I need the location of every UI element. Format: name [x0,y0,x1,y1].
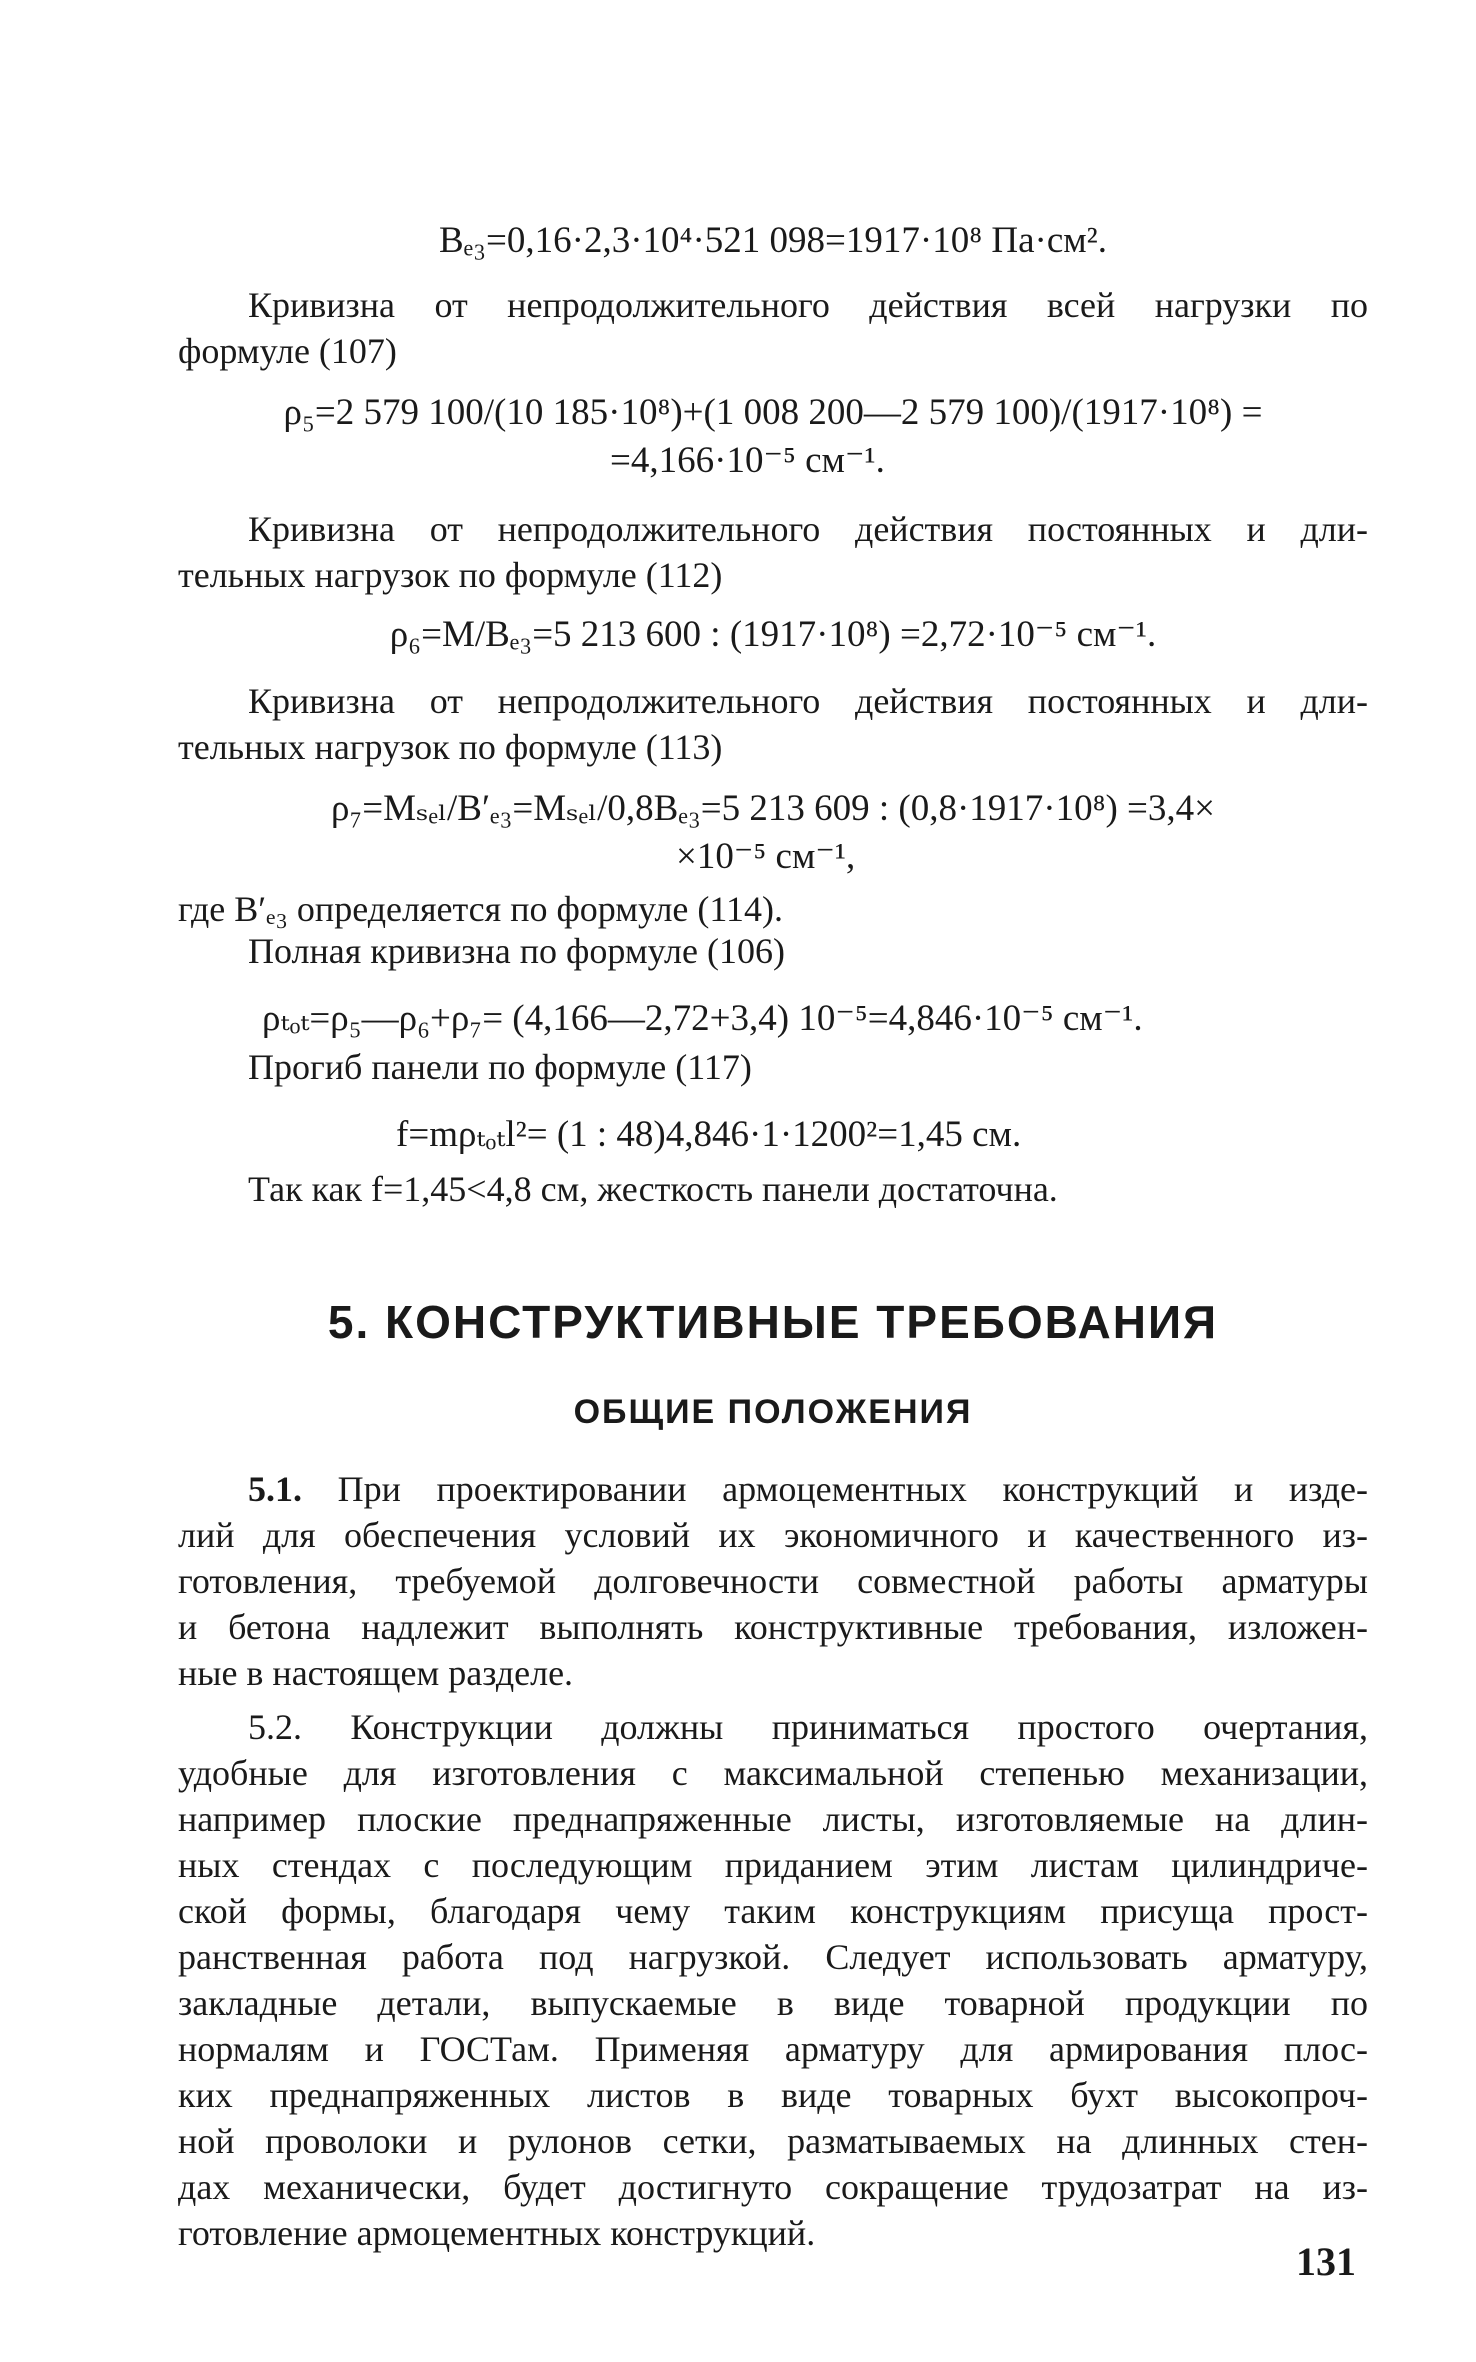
text-line: тельных нагрузок по формуле (113) [178,727,723,767]
text-line: нормалям и ГОСТам. Применяя арматуру для армирования плос- [178,2029,1368,2069]
text-line: закладные детали, выпускаемые в виде товарной продукции по [178,1983,1368,2023]
text-line: Кривизна от непродолжительного действия всей нагрузки по [248,285,1368,325]
text-line: Кривизна от непродолжительного действия постоянных и дли- [248,509,1368,549]
paragraph-5-2-first-line [178,1704,1368,1750]
formula-rho5-line1: ρ₅=2 579 100/(10 185·10⁸)+(1 008 200—2 579 100)/(1917·10⁸) = [283,392,1263,433]
text-line: и бетона надлежит выполнять конструктивные требования, изложен- [178,1607,1368,1647]
text-line: тельных нагрузок по формуле (112) [178,555,723,595]
formula-rho6: ρ₆=M/Bₑ₃=5 213 600 : (1917·10⁸) =2,72·10⁻⁵ см⁻¹. [389,614,1157,655]
paragraph-number: 5.1. [248,1469,302,1509]
text-span: При проектировании армоцементных конструкций и изде- [337,1469,1368,1509]
text-line: где B′ₑ₃ определяется по формуле (114). [178,889,784,929]
text-line: ные в настоящем разделе. [178,1653,574,1693]
text-line: ных стендах с последующим приданием этим листам цилиндриче- [178,1845,1368,1885]
text-line: Прогиб панели по формуле (117) [248,1047,752,1087]
text-line: удобные для изготовления с максимальной степенью механизации, [178,1753,1368,1793]
subsection-title: ОБЩИЕ ПОЛОЖЕНИЯ [573,1393,973,1431]
text-line: ной проволоки и рулонов сетки, разматываемых на длинных стен- [178,2121,1368,2161]
paragraph-5-1-first-line [178,1466,1368,1512]
text-span: Конструкции должны приниматься простого очертания, [350,1707,1369,1747]
formula-rho5-line2: =4,166·10⁻⁵ см⁻¹. [610,440,885,481]
text-line: формуле (107) [178,331,397,371]
paragraph-number: 5.2. [248,1707,302,1747]
text-line: Так как f=1,45<4,8 см, жесткость панели достаточна. [248,1169,1058,1209]
text-line: например плоские преднапряженные листы, изготовляемые на длин- [178,1799,1368,1839]
formula-bf3: Bₑ₃=0,16·2,3·10⁴·521 098=1917·10⁸ Па·см². [438,220,1108,261]
text-line: готовление армоцементных конструкций. [178,2213,816,2253]
formula-rho-tot: ρₜₒₜ=ρ₅—ρ₆+ρ₇= (4,166—2,72+3,4) 10⁻⁵=4,846·10⁻⁵ см⁻¹. [262,998,1143,1039]
text-line: ской формы, благодаря чему таким конструкциям присуща прост- [178,1891,1368,1931]
text-line: готовления, требуемой долговечности совместной работы арматуры [178,1561,1368,1601]
page-number: 131 [1296,2239,1356,2284]
formula-rho7-line1: ρ₇=Mₛₑₗ/B′ₑ₃=Mₛₑₗ/0,8Bₑ₃=5 213 609 : (0,8·1917·10⁸) =3,4× [330,788,1216,829]
text-line: Полная кривизна по формуле (106) [248,931,785,971]
text-line: дах механически, будет достигнуто сокращение трудозатрат на из- [178,2167,1368,2207]
text-line: ранственная работа под нагрузкой. Следует использовать арматуру, [178,1937,1368,1977]
formula-f: f=mρₜₒₜl²= (1 : 48)4,846·1·1200²=1,45 см. [396,1114,1022,1155]
section-title: 5. КОНСТРУКТИВНЫЕ ТРЕБОВАНИЯ [327,1296,1219,1348]
text-line: Кривизна от непродолжительного действия постоянных и дли- [248,681,1368,721]
text-line: лий для обеспечения условий их экономичного и качественного из- [178,1515,1368,1555]
text-line: ких преднапряженных листов в виде товарных бухт высокопроч- [178,2075,1368,2115]
formula-rho7-line2: ×10⁻⁵ см⁻¹, [676,836,856,877]
